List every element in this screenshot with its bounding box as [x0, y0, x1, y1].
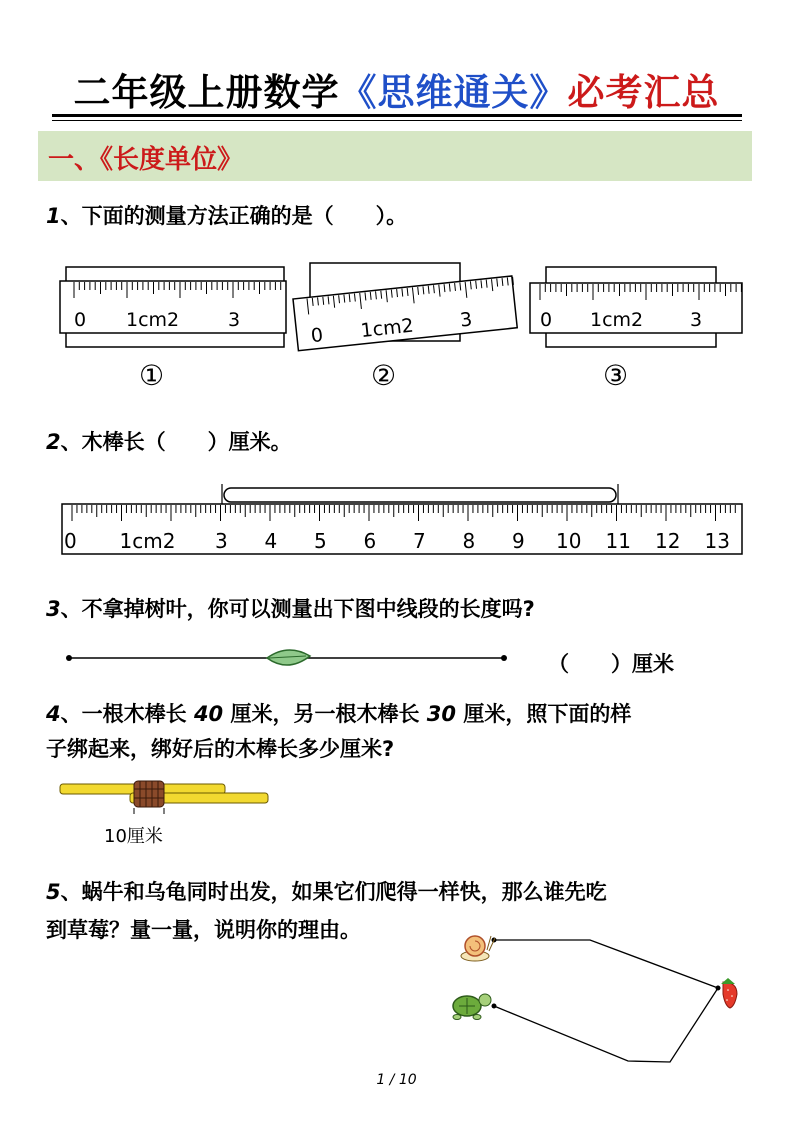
ruler-label: 13 [704, 529, 730, 553]
long-ruler [62, 504, 742, 554]
ruler-label-3: 3 [459, 308, 474, 332]
ruler-label-1cm2: 1cm2 [359, 314, 415, 343]
title-part3: 必考汇总 [567, 70, 720, 114]
question-text: 厘米，另一根木棒长 [223, 702, 427, 726]
figure-label: 10厘米 [104, 826, 163, 847]
ruler-label-0: 0 [540, 309, 553, 331]
question-1 [46, 200, 407, 230]
question-text: 、一根木棒长 [60, 702, 194, 726]
ruler-label: 7 [413, 529, 426, 553]
ruler-label: 5 [314, 529, 327, 553]
question-number: 1 [46, 204, 61, 228]
turtle-start-point [492, 1004, 497, 1009]
ruler-label: 3 [215, 529, 228, 553]
ruler-label: 8 [462, 529, 476, 553]
question-text: 、下面的测量方法正确的是（ ）。 [60, 204, 408, 228]
wooden-stick [224, 488, 616, 502]
q3-answer: （ ）厘米 [548, 652, 674, 676]
question-5-line1 [46, 876, 607, 906]
title-underline-thin [52, 120, 742, 121]
turtle-icon [453, 994, 491, 1020]
question-number: 5 [46, 880, 61, 904]
segment-endpoint [66, 655, 72, 661]
ruler-option-2 [293, 263, 518, 351]
page-number: 1 / 10 [376, 1072, 417, 1088]
stick2-length: 30 [426, 702, 457, 726]
turtle-path [494, 988, 718, 1062]
q3-figure [60, 643, 540, 673]
page-title [0, 62, 793, 116]
overlap-bracket [134, 808, 164, 814]
question-3 [46, 593, 535, 623]
section-header [38, 131, 752, 181]
question-2 [46, 426, 292, 456]
strawberry-point [716, 986, 721, 991]
question-number: 2 [46, 430, 61, 454]
question-text: 厘米，照下面的样 [456, 702, 632, 726]
question-5-line2: 到草莓？量一量，说明你的理由。 [46, 918, 361, 942]
question-text: 、不拿掉树叶，你可以测量出下图中线段的长度吗? [60, 597, 535, 621]
question-text: 、木棒长（ ）厘米。 [60, 430, 292, 454]
option-label-2: ② [371, 359, 397, 390]
ruler-label-0: 0 [309, 324, 325, 348]
stick1-length: 40 [193, 702, 224, 726]
title-underline [52, 114, 742, 117]
q5-figure [445, 922, 755, 1072]
title-part1: 二年级上册数学 [73, 70, 340, 114]
ruler-option-1 [60, 267, 286, 347]
strawberry-icon [721, 978, 737, 1008]
leaf-icon [267, 650, 310, 665]
ruler-label-1cm2: 1cm2 [126, 309, 180, 331]
ruler-label-3: 3 [228, 309, 241, 331]
option-label-3: ③ [603, 359, 629, 390]
option-label-1: ① [139, 359, 165, 390]
question-4-line2: 子绑起来，绑好后的木棒长多少厘米? [46, 737, 395, 761]
ruler-label-0: 0 [74, 309, 87, 331]
snail-path [494, 940, 718, 988]
ruler-label: 11 [605, 529, 631, 553]
snail-icon [461, 936, 495, 961]
ruler-label: 9 [512, 529, 525, 553]
ruler-label: 10 [556, 529, 582, 553]
question-number: 4 [46, 702, 61, 726]
rope-binding-icon [134, 781, 164, 807]
title-part2: 《思维通关》 [339, 70, 568, 114]
ruler-label: 12 [655, 529, 681, 553]
q1-figure [55, 255, 755, 390]
ruler-label: 1cm2 [119, 529, 176, 553]
question-number: 3 [46, 597, 61, 621]
question-text: 、蜗牛和乌龟同时出发，如果它们爬得一样快，那么谁先吃 [60, 880, 607, 904]
ruler-label: 0 [64, 529, 77, 553]
ruler-label: 4 [264, 529, 278, 553]
question-4-line1 [46, 698, 631, 728]
q2-figure [60, 482, 750, 562]
ruler [60, 281, 286, 333]
section-heading: 一、《长度单位》 [48, 145, 244, 175]
ruler-option-3 [530, 267, 742, 347]
ruler-label-3: 3 [690, 309, 703, 331]
ruler-label-1cm2: 1cm2 [590, 309, 644, 331]
ruler [530, 283, 742, 333]
ruler-label: 6 [363, 529, 377, 553]
segment-endpoint [501, 655, 507, 661]
q4-figure [58, 778, 278, 818]
